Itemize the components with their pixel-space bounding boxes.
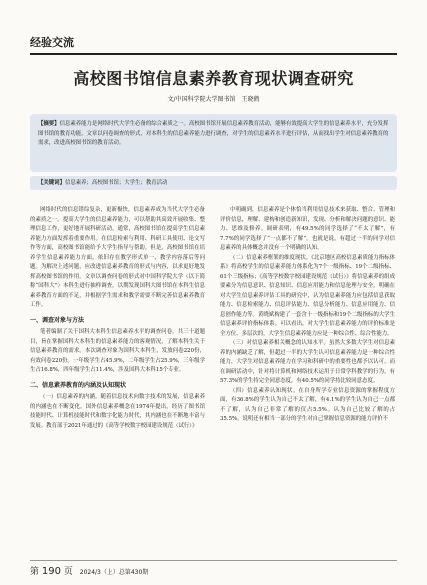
author-line: 文/中国科学院大学图书馆 王晓鹤 <box>167 96 260 103</box>
article-title: 高校图书馆信息素养教育现状调查研究 <box>73 69 354 88</box>
abstract-text: 信息素养能力是网络时代大学生必备的综合素质之一。高校图书馆开展信息素养教育活动，能够有效提高大学生的信息素养水平，充分发挥图书馆的教育功能。文章以问卷调查的形式，对本科生的信息素养能力进行调查，对学生的信息素养水平进行评估，从而找出学生对信息素养教育的需求，改进高校图书馆的教育活动。 <box>38 121 389 147</box>
body-paragraph: 笔者编制了关于国科大本科生信息素养水平的调查问卷，共三十道题目，旨在掌握国科大本科生的信息素养能力的客观情况，了解本科生关于信息素养教育的需求。本次调查对象为国科大本科生，发放问卷220份，有效问卷220份。一年级学生占45.9%，二年级学生占25.9%，三年级学生占16.8%，四年级学生占11.4%，涉及国科大本科15个专业。 <box>30 329 205 373</box>
body-paragraph: 中明确到，信息素养是个体恰当利用信息技术来获取、整合、管理和评价信息，理解、建构和创造新知识，发现、分析和解决问题的意识、能力、思维及修养。调研表明，有49.5%的同学选择了“不太了解”，有7.7%的同学选择了“一点都不了解”。也就是说，有超过一半的同学对信息素养的具体概念并没有一个明确的认知。 <box>220 207 395 251</box>
page-number: 190 <box>41 566 61 577</box>
keywords-box <box>30 176 397 190</box>
left-column <box>30 206 205 431</box>
footer-divider <box>30 560 397 561</box>
abstract-box <box>30 114 397 172</box>
footer <box>30 564 148 577</box>
right-column <box>220 206 395 425</box>
section-label: 经验交流 <box>30 36 74 49</box>
body-paragraph: （三）对信息素养相关概念的认知水平。虽然大多数大学生对信息素养的内涵缺乏了解，但超过一半的大学生认可信息素养能力是一种综合性能力，大学生对信息素养能力在学习和科研中的重要性也都予以认可。而在调研活动中，针对将计算机和网络技术运用于日常学科教学的行为，有57.3%的学生持完全同意态度，有40.5%的同学持比较同意态度。 <box>220 340 395 384</box>
section-heading: 二、信息素养教育的内涵及认知现状 <box>30 381 127 389</box>
body-paragraph: （一）信息素养的内涵。随着信息技术向数字技术的发展，信息素养的内涵也在不断变化。国外信息素养概念在1974年提出，经历了图书馆技能时代、计算机技能时代和数字化能力时代，其内涵也在不断地丰富与发展。教育部于2021年通过的《高等学校数字校园建设规范（试行）》 <box>30 394 205 429</box>
abstract-label: 【摘要】 <box>38 121 60 127</box>
section-heading: 一、调查对象与方法 <box>30 316 85 324</box>
body-paragraph: （四）信息素养认知现状。在自身所学专业信息资源的掌握程度方面，有36.8%的学生认为自己不太了解，有4.1%的学生认为自己一点都不了解，认为自己非常了解的仅占5.5%。认为自己比较了解的占35.5%。说明还有相当一部分的学生对自己掌握信息资源的能力评价不 <box>220 387 395 422</box>
keywords-text: 信息素养；高校图书馆；大学生；教育活动 <box>64 180 168 186</box>
section-divider <box>30 53 397 55</box>
page-suffix: 页 <box>63 567 73 577</box>
issue-info: 2024/3（上）总第430期 <box>79 569 149 576</box>
body-paragraph: （二）信息素养框架的维度现状。《北京地区高校信息素质能力指标体系》将高校学生的信息素养能力体系化为7个一级指标、19个二级指标、61个三级指标；《高等学校数字校园建设规范（试行）》将信息素养的组成要素分为信息意识、信息知识、信息应用能力和信息伦理与安全。明确在对大学生信息素养评估工具的研究中，认为信息素养能力应包括信息获取能力、信息检索能力、信息评估能力、信息分析能力、信息应用能力、信息创作能力等。黄晓斌构建了一套含十一级指标和19个二级指标的大学生信息素养评价指标体系。可以看出，对大学生信息素养能力的评价标准是全方位、多层次的，大学生信息素养能力应是一种综合性、综合性能力。 <box>220 254 395 337</box>
body-paragraph: 网络时代的信息错综复杂，更新极快，信息素养成为当代大学生必备的素质之一。提高大学生的信息素养能力，可以帮助其高效开展收集、整理信息工作，更好地开展科研活动。通常，高校图书馆在提高学生信息素养能力方面发挥着重要作用。在信息检索与利用、科研工具使用、论文写作等方面，高校图书馆能给予大学生指导与帮助。但是，高校图书馆在培养学生信息素养能力方面，依旧存在教学形式单一、教学内容落后等问题。为解决上述问题，应改进信息素养教育的形式与内容，以求更好地发挥高校图书馆的作用。文章以调查问卷的形式对中国科学院大学（以下简称“国科大”）本科生进行抽样调查，以期发现国科大图书馆在本科生信息素养教育方面的不足，并根据学生需求和教学需要不断完善信息素养教育工作。 <box>30 207 205 308</box>
keywords-label: 【关键词】 <box>38 180 65 186</box>
page-prefix: 第 <box>30 567 40 577</box>
